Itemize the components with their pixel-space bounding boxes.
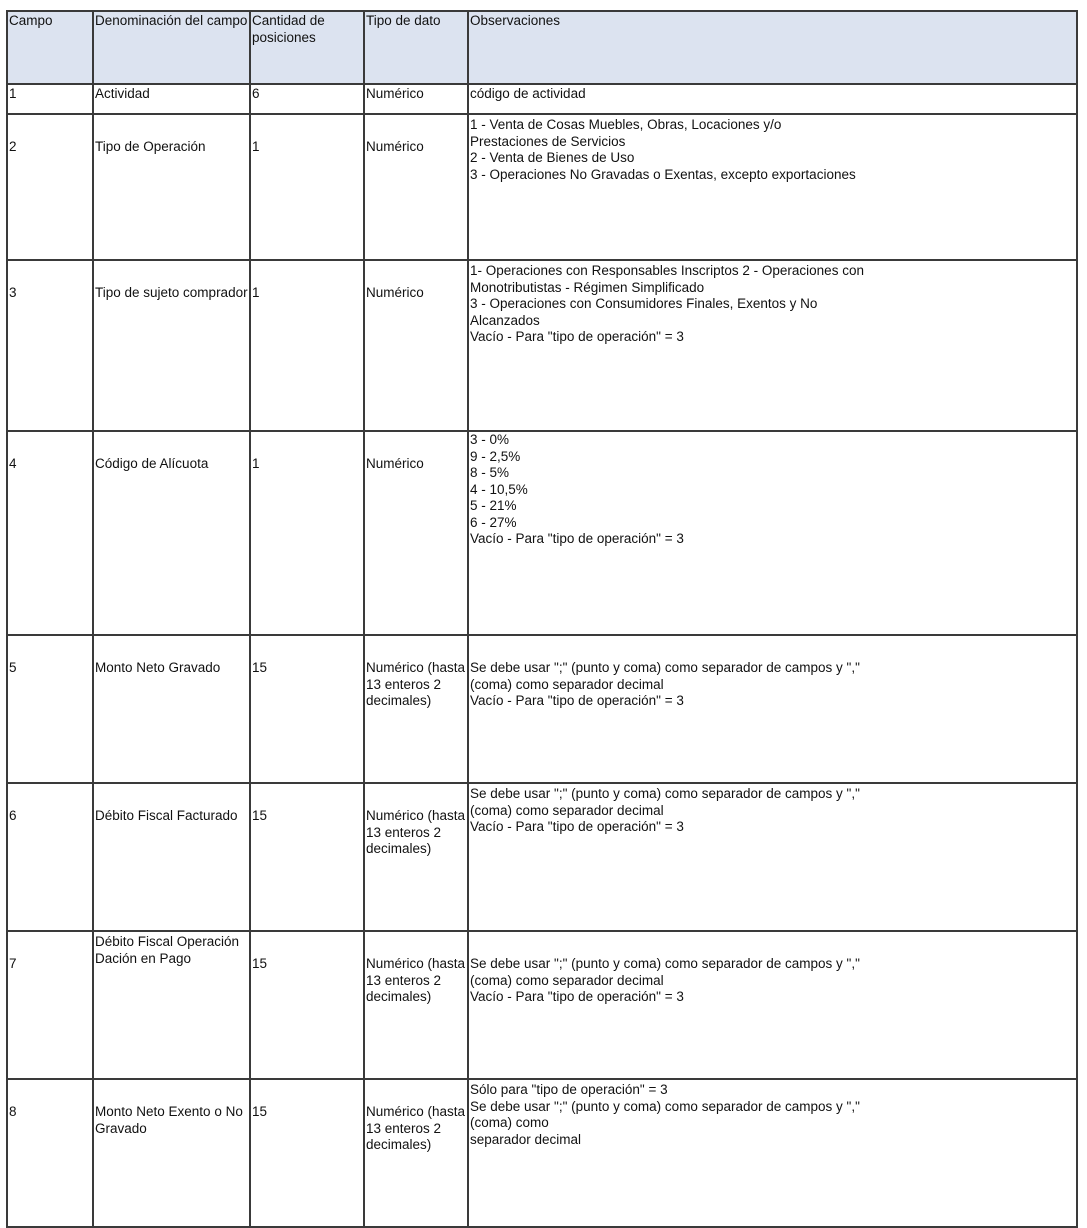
observacion-line: Se debe usar ";" (punto y coma) como separador de campos y "," bbox=[470, 786, 860, 801]
cell-cantidad: 1 bbox=[250, 431, 364, 635]
cell-observaciones bbox=[468, 431, 1077, 635]
cell-campo: 8 bbox=[7, 1079, 93, 1227]
cell-cantidad: 15 bbox=[250, 783, 364, 931]
observacion-line: Vacío - Para "tipo de operación" = 3 bbox=[470, 329, 684, 344]
observacion-line: Alcanzados bbox=[470, 312, 540, 328]
cell-denominacion: Monto Neto Exento o No Gravado bbox=[93, 1079, 250, 1227]
cell-denominacion: Código de Alícuota bbox=[93, 431, 250, 635]
observacion-line: 5 - 21% bbox=[470, 498, 517, 513]
table-header-row bbox=[7, 11, 1077, 84]
observacion-line: (coma) como separador decimal bbox=[470, 676, 664, 692]
observacion-line: 8 - 5% bbox=[470, 465, 510, 480]
cell-observaciones bbox=[468, 1079, 1077, 1227]
header-denominacion: Denominación del campo bbox=[93, 11, 250, 84]
table-row bbox=[7, 931, 1077, 1079]
cell-campo: 6 bbox=[7, 783, 93, 931]
observacion-line: Sólo para "tipo de operación" = 3 bbox=[470, 1082, 668, 1097]
observacion-line: 9 - 2,5% bbox=[470, 448, 521, 464]
cell-campo: 2 bbox=[7, 114, 93, 260]
cell-campo: 4 bbox=[7, 431, 93, 635]
cell-campo: 3 bbox=[7, 260, 93, 431]
observacion-line: 1- Operaciones con Responsables Inscriptos 2 - Operaciones con bbox=[470, 263, 864, 278]
header-cantidad: Cantidad de posiciones bbox=[250, 11, 364, 84]
header-tipo: Tipo de dato bbox=[364, 11, 468, 84]
cell-observaciones bbox=[468, 783, 1077, 931]
cell-denominacion: Tipo de Operación bbox=[93, 114, 250, 260]
observacion-line: 6 - 27% bbox=[470, 514, 517, 530]
cell-denominacion: Actividad bbox=[93, 84, 250, 114]
cell-denominacion: Débito Fiscal Operación Dación en Pago bbox=[93, 931, 250, 1079]
observacion-line: Vacío - Para "tipo de operación" = 3 bbox=[470, 989, 684, 1004]
observacion-line: Monotributistas - Régimen Simplificado bbox=[470, 279, 705, 295]
cell-tipo: Numérico (hasta 13 enteros 2 decimales) bbox=[364, 931, 468, 1079]
table-row bbox=[7, 114, 1077, 260]
cell-tipo: Numérico (hasta 13 enteros 2 decimales) bbox=[364, 1079, 468, 1227]
cell-observaciones bbox=[468, 931, 1077, 1079]
header-campo: Campo bbox=[7, 11, 93, 84]
cell-cantidad: 1 bbox=[250, 260, 364, 431]
observacion-line: separador decimal bbox=[470, 1131, 582, 1147]
cell-cantidad: 15 bbox=[250, 931, 364, 1079]
cell-campo: 1 bbox=[7, 84, 93, 114]
observacion-line: (coma) como separador decimal bbox=[470, 802, 664, 818]
cell-tipo: Numérico bbox=[364, 84, 468, 114]
cell-denominacion: Débito Fiscal Facturado bbox=[93, 783, 250, 931]
cell-cantidad: 6 bbox=[250, 84, 364, 114]
observacion-line: 1 - Venta de Cosas Muebles, Obras, Locaciones y/o bbox=[470, 117, 782, 132]
table-row bbox=[7, 783, 1077, 931]
observacion-line: 4 - 10,5% bbox=[470, 481, 528, 497]
cell-cantidad: 15 bbox=[250, 1079, 364, 1227]
observacion-line: código de actividad bbox=[470, 86, 586, 101]
observacion-line: Se debe usar ";" (punto y coma) como separador de campos y "," bbox=[470, 660, 860, 675]
header-observaciones: Observaciones bbox=[468, 11, 1077, 84]
cell-cantidad: 1 bbox=[250, 114, 364, 260]
observacion-line: (coma) como bbox=[470, 1115, 549, 1130]
cell-observaciones bbox=[468, 635, 1077, 783]
observacion-line: 3 - Operaciones con Consumidores Finales, Exentos y No bbox=[470, 296, 818, 311]
cell-observaciones bbox=[468, 114, 1077, 260]
cell-denominacion: Tipo de sujeto comprador bbox=[93, 260, 250, 431]
cell-cantidad: 15 bbox=[250, 635, 364, 783]
cell-denominacion: Monto Neto Gravado bbox=[93, 635, 250, 783]
cell-tipo: Numérico bbox=[364, 114, 468, 260]
table-row bbox=[7, 635, 1077, 783]
cell-observaciones bbox=[468, 84, 1077, 114]
table-row bbox=[7, 1079, 1077, 1227]
observacion-line: Se debe usar ";" (punto y coma) como separador de campos y "," bbox=[470, 1098, 860, 1114]
observacion-line: 3 - 0% bbox=[470, 432, 510, 447]
observacion-line: Prestaciones de Servicios bbox=[470, 133, 626, 149]
table-row bbox=[7, 260, 1077, 431]
table-row bbox=[7, 431, 1077, 635]
observacion-line: Vacío - Para "tipo de operación" = 3 bbox=[470, 531, 684, 546]
cell-tipo: Numérico (hasta 13 enteros 2 decimales) bbox=[364, 635, 468, 783]
observacion-line: (coma) como separador decimal bbox=[470, 972, 664, 988]
observacion-line: Vacío - Para "tipo de operación" = 3 bbox=[470, 693, 684, 708]
table-row bbox=[7, 84, 1077, 114]
cell-tipo: Numérico bbox=[364, 431, 468, 635]
field-spec-table bbox=[6, 10, 1078, 1228]
observacion-line: Se debe usar ";" (punto y coma) como separador de campos y "," bbox=[470, 956, 860, 971]
observacion-line: 2 - Venta de Bienes de Uso bbox=[470, 150, 635, 165]
cell-observaciones bbox=[468, 260, 1077, 431]
observacion-line: Vacío - Para "tipo de operación" = 3 bbox=[470, 819, 684, 834]
observacion-line: 3 - Operaciones No Gravadas o Exentas, excepto exportaciones bbox=[470, 166, 856, 182]
cell-tipo: Numérico (hasta 13 enteros 2 decimales) bbox=[364, 783, 468, 931]
cell-campo: 7 bbox=[7, 931, 93, 1079]
cell-tipo: Numérico bbox=[364, 260, 468, 431]
cell-campo: 5 bbox=[7, 635, 93, 783]
